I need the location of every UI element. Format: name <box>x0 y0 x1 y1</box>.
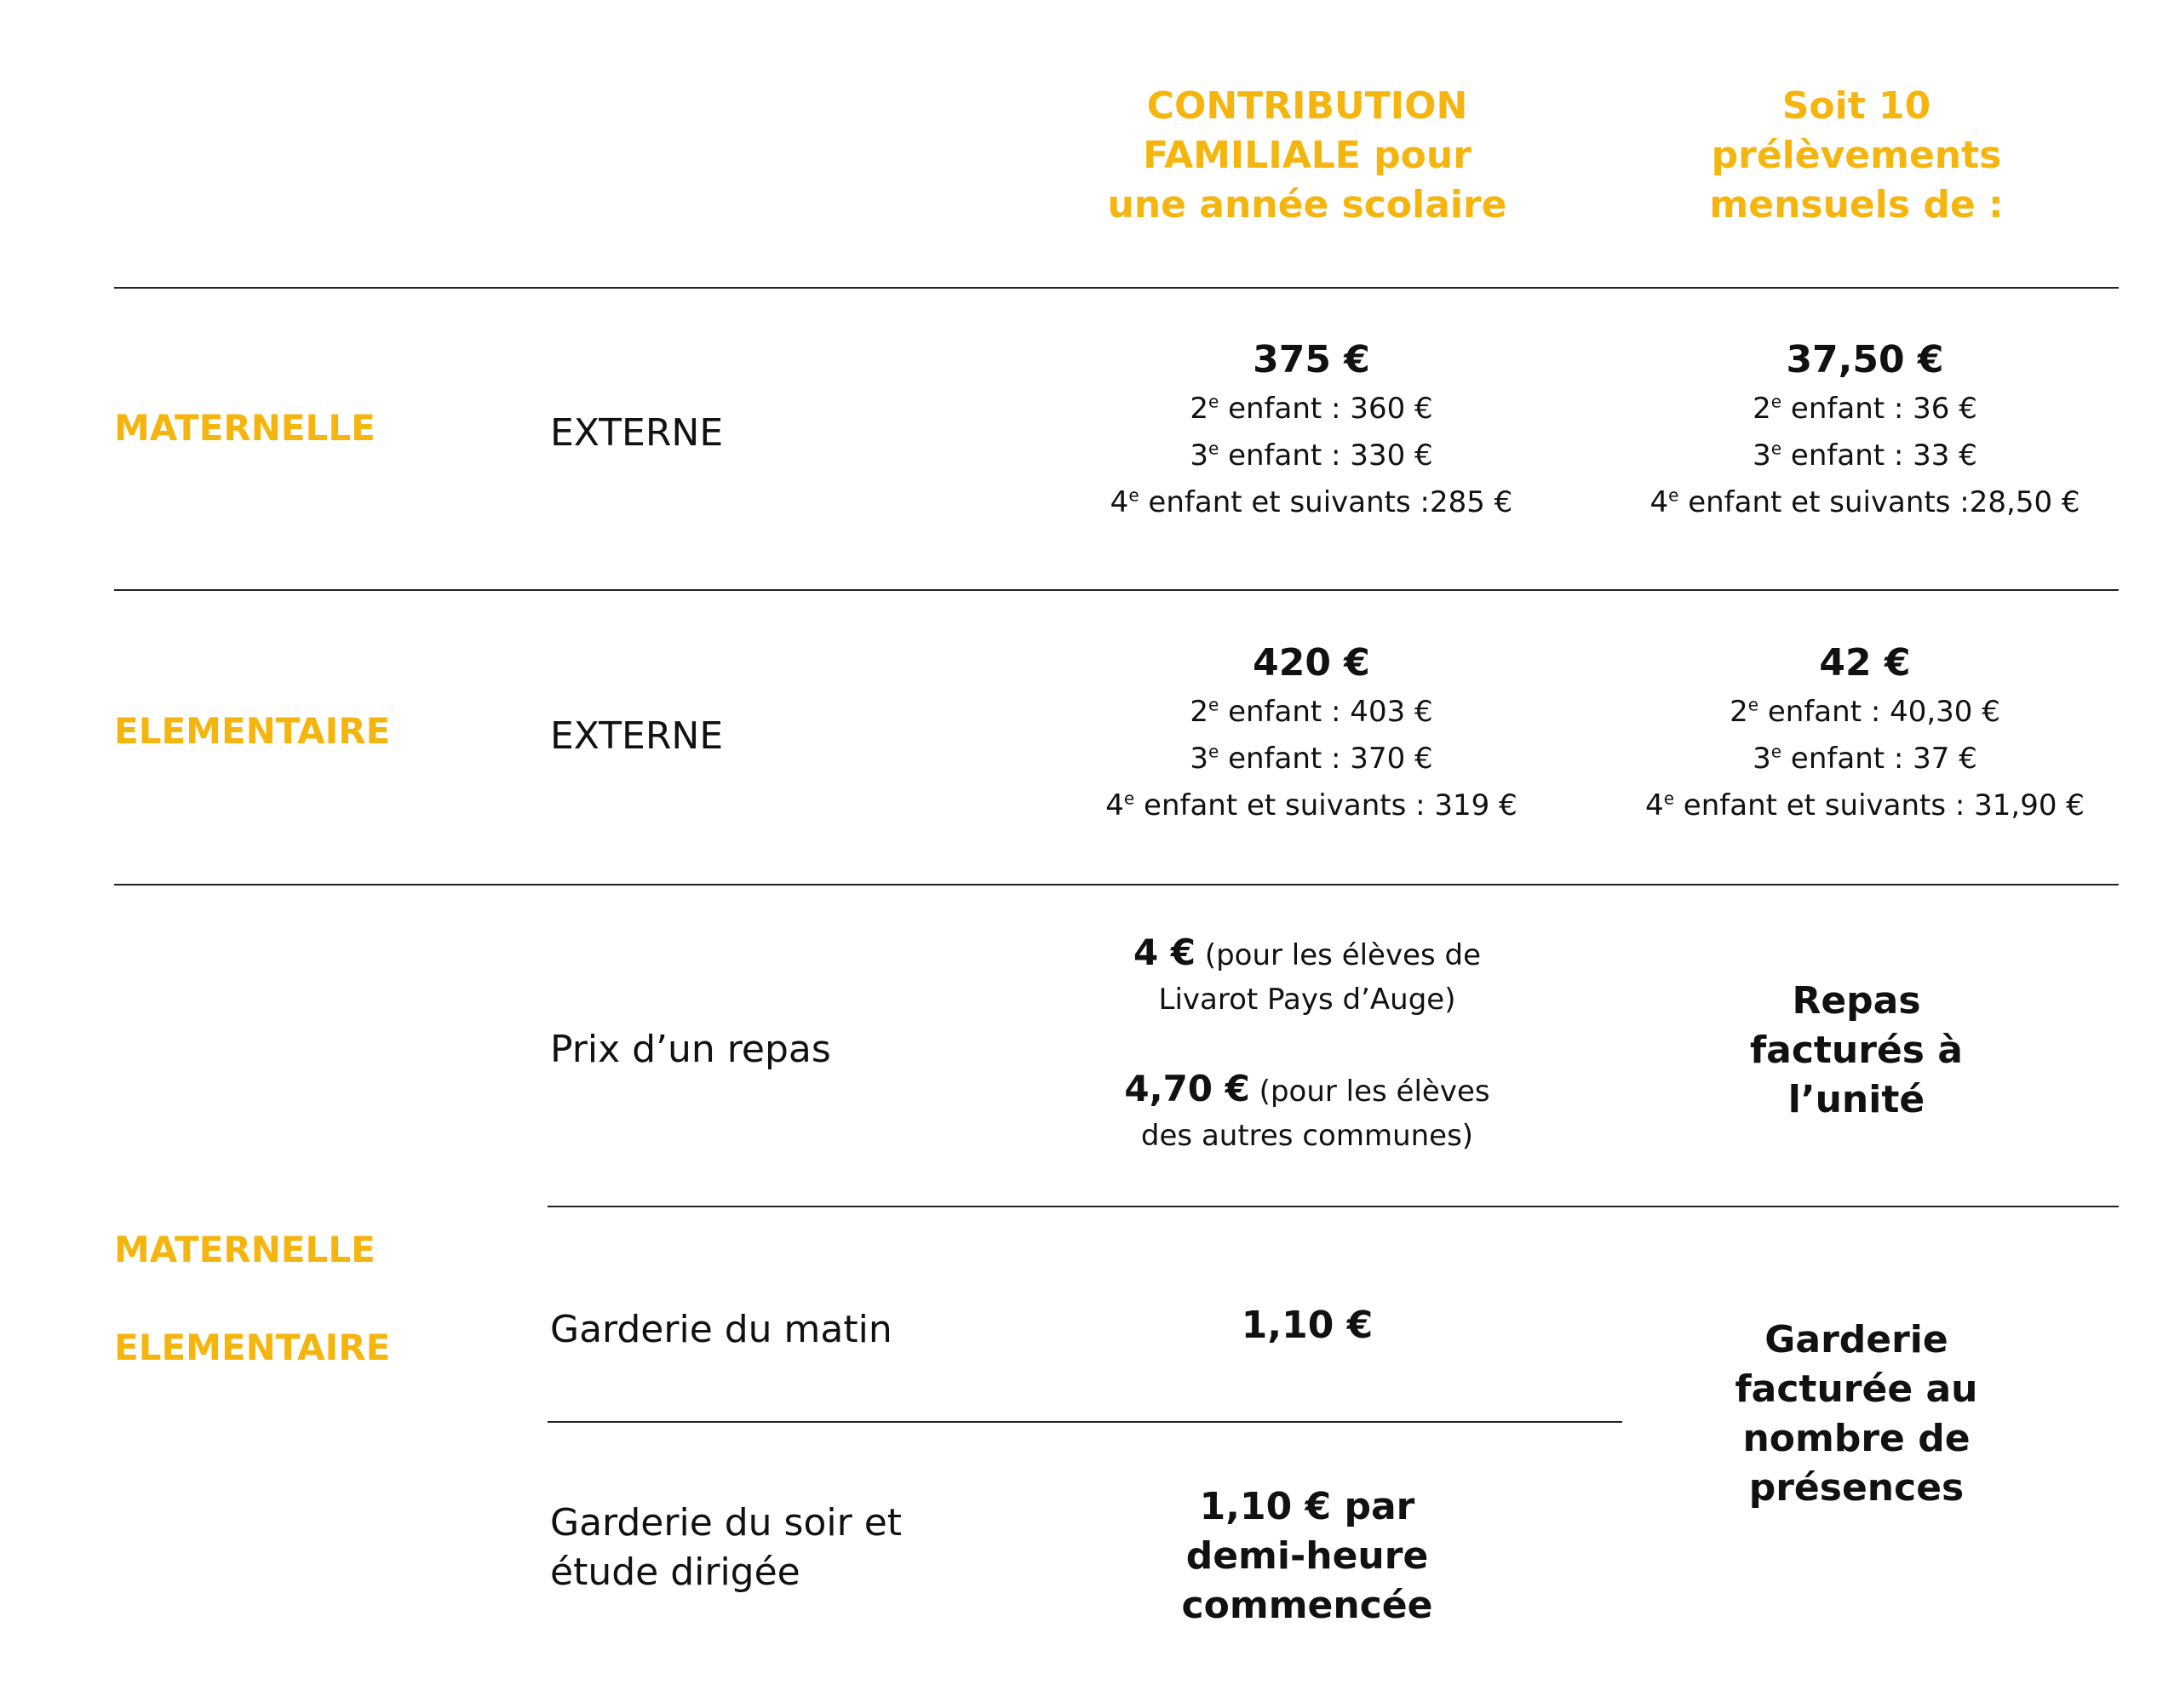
annual-price-cell <box>1056 638 1567 829</box>
divider-top <box>114 287 2119 289</box>
garderie-billing: Garderie facturée au nombre de présences <box>1735 1318 1978 1510</box>
category-maternelle: MATERNELLE <box>114 407 376 449</box>
repas-billing: Repas facturés à l’unité <box>1749 979 1963 1121</box>
sibling-3-monthly: 3e enfant : 37 € <box>1753 741 1977 776</box>
monthly-price: 42 € <box>1819 641 1911 685</box>
sibling-2-monthly: 2e enfant : 36 € <box>1753 391 1977 426</box>
sibling-4-monthly: 4e enfant et suivants : 31,90 € <box>1645 788 2085 822</box>
monthly-price: 37,50 € <box>1786 338 1944 381</box>
garderie-matin-label: Garderie du matin <box>550 1308 892 1351</box>
annual-price-cell <box>1056 335 1567 526</box>
category-elementaire: ELEMENTAIRE <box>114 1327 391 1368</box>
divider-row1 <box>114 589 2119 591</box>
garderie-soir-label: Garderie du soir et étude dirigée <box>550 1501 903 1594</box>
sibling-4-price: 4e enfant et suivants : 319 € <box>1105 788 1517 822</box>
monthly-price-cell <box>1601 335 2129 526</box>
divider-row2 <box>114 884 2119 886</box>
header-prelevements: Soit 10 prélèvements mensuels de : <box>1709 84 2004 226</box>
type-externe: EXTERNE <box>550 714 724 758</box>
repas-prices <box>1116 933 1499 1161</box>
header-contribution: CONTRIBUTION FAMILIALE pour une année scolaire <box>1107 84 1507 226</box>
annual-price: 420 € <box>1253 641 1370 685</box>
divider-garderie <box>548 1421 1622 1423</box>
divider-repas <box>548 1206 2119 1207</box>
sibling-3-price: 3e enfant : 330 € <box>1190 438 1433 473</box>
category-elementaire: ELEMENTAIRE <box>114 710 391 752</box>
category-maternelle: MATERNELLE <box>114 1229 376 1270</box>
repas-label: Prix d’un repas <box>550 1028 831 1071</box>
sibling-2-price: 2e enfant : 403 € <box>1190 694 1433 729</box>
sibling-3-price: 3e enfant : 370 € <box>1190 741 1433 776</box>
garderie-soir-price: 1,10 € par demi-heure commencée <box>1181 1485 1433 1627</box>
sibling-2-price: 2e enfant : 360 € <box>1190 391 1433 426</box>
sibling-4-price: 4e enfant et suivants :285 € <box>1110 484 1513 519</box>
type-externe: EXTERNE <box>550 411 724 455</box>
sibling-4-monthly: 4e enfant et suivants :28,50 € <box>1649 484 2080 519</box>
repas-price-other: 4,70 € (pour les élèves des autres communes) <box>1124 1068 1490 1153</box>
garderie-matin-price: 1,10 € <box>1241 1304 1374 1347</box>
sibling-3-monthly: 3e enfant : 33 € <box>1753 438 1977 473</box>
annual-price: 375 € <box>1253 338 1370 381</box>
monthly-price-cell <box>1601 638 2129 829</box>
repas-price-local: 4 € (pour les élèves de Livarot Pays d’Auge) <box>1133 931 1482 1017</box>
sibling-2-monthly: 2e enfant : 40,30 € <box>1730 694 2000 729</box>
